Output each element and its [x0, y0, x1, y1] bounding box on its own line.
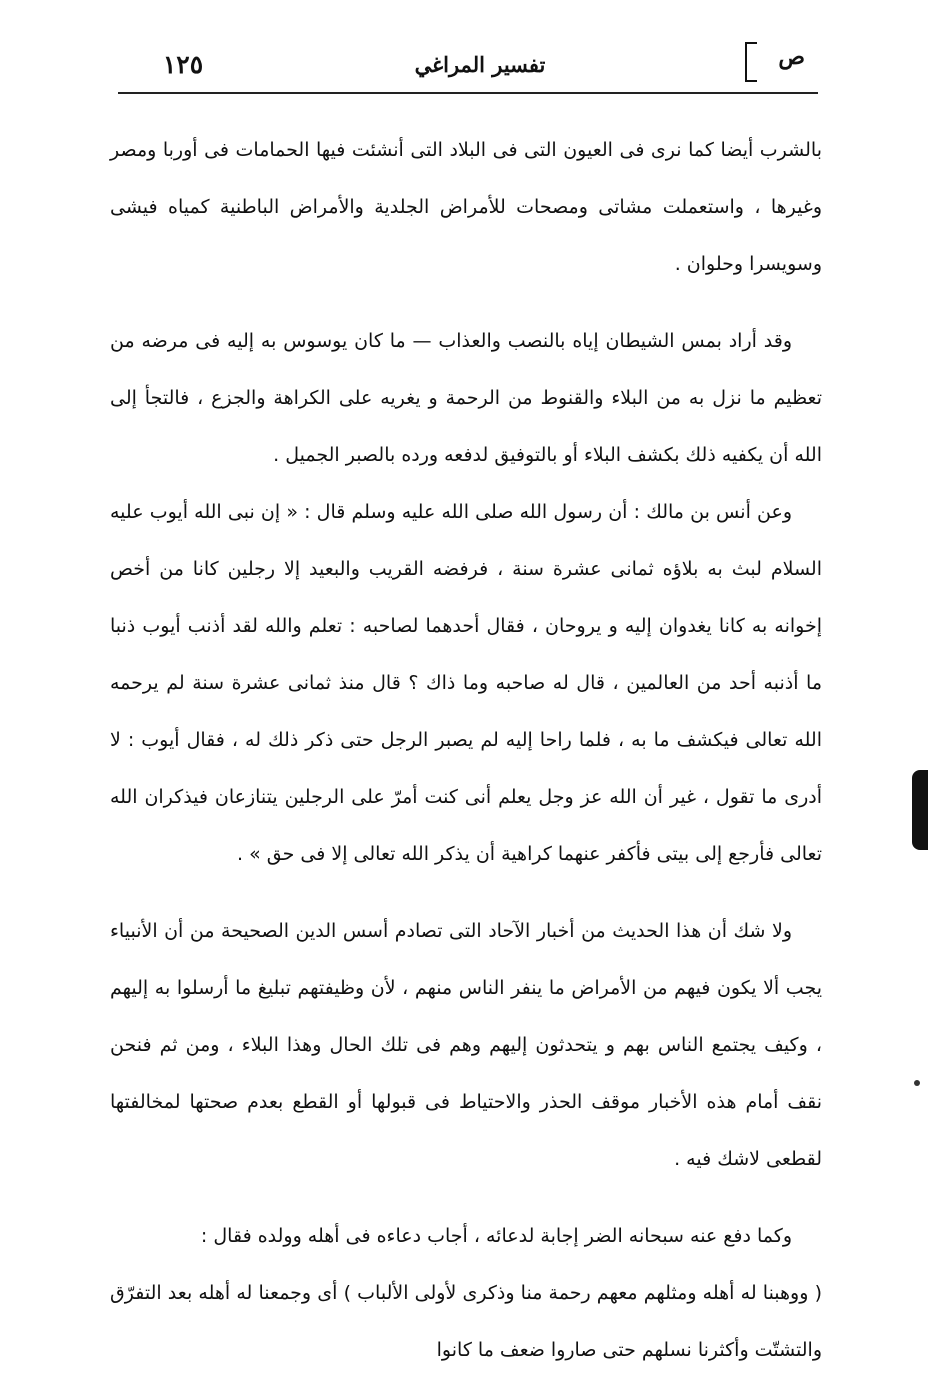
body-text	[110, 122, 822, 1379]
running-title: تفسير المراغي	[414, 52, 546, 77]
scan-smudge	[912, 770, 928, 850]
page-reference	[745, 42, 805, 78]
scan-dot	[914, 1080, 920, 1086]
page-header	[0, 44, 928, 90]
paragraph: بالشرب أيضا كما نرى فى العيون التى فى البلاد التى أنشئت فيها الحمامات فى أوربا ومصر وغيرها ، واستعملت مشاتى ومصحات للأمراض الجلدية والأمراض الباطنية كمياه فيشى وسويسرا وحلوان .	[110, 139, 822, 275]
paragraph: ( ووهبنا له أهله ومثلهم معهم رحمة منا وذكرى لأولى الألباب ) أى وجمعنا له أهله بعد التفرّق والتشتّت وأكثرنا نسلهم حتى صاروا ضعف ما كانوا	[110, 1282, 822, 1361]
header-divider	[118, 92, 818, 94]
paragraph: وقد أراد بمس الشيطان إياه بالنصب والعذاب — ما كان يوسوس به إليه فى مرضه من تعظيم ما نزل به من البلاء والقنوط من الرحمة و يغريه على الكراهة والجزع ، فالتجأ إلى الله أن يكفيه ذلك بكشف البلاء أو بالتوفيق لدفعه ورده بالصبر الجميل .	[110, 330, 822, 466]
paragraph: وعن أنس بن مالك : أن رسول الله صلى الله عليه وسلم قال : « إن نبى الله أيوب عليه السلام لبث به بلاؤه ثمانى عشرة سنة ، فرفضه القريب والبعيد إلا رجلين كانا من أخص إخوانه به كانا يغدوان إليه و يروحان ، فقال أحدهما لصاحبه : تعلم والله لقد أذنب أيوب ذنبا ما أذنبه أحد من العالمين ، قال له صاحبه وما ذاك ؟ قال منذ ثمانى عشرة سنة لم يرحمه الله تعالى فيكشف ما به ، فلما راحا إليه لم يصبر الرجل حتى ذكر ذلك له ، فقال أيوب : لا أدرى ما تقول ، غير أن الله عز وجل يعلم أنى كنت أمرّ على الرجلين يتنازعان فيذكران الله تعالى فأرجع إلى بيتى فأكفر عنهما كراهية أن يذكر الله تعالى إلا فى حق » .	[110, 501, 822, 865]
page-number: ١٢٥	[162, 50, 204, 79]
paragraph: ولا شك أن هذا الحديث من أخبار الآحاد التى تصادم أسس الدين الصحيحة من أن الأنبياء يجب ألا يكون فيهم من الأمراض ما ينفر الناس منهم ، لأن وظيفتهم تبليغ ما أرسلوا به إليهم ، وكيف يجتمع الناس بهم و يتحدثون إليهم وهم فى تلك الحال وهذا البلاء ، ومن ثم فنحن نقف أمام هذه الأخبار موقف الحذر والاحتياط فى قبولها أو القطع بعدم صحتها لمخالفتها لقطعى لاشك فيه .	[110, 920, 822, 1170]
page-reference-label: ص	[778, 44, 805, 70]
bracket-mark	[745, 42, 757, 82]
paragraph: وكما دفع عنه سبحانه الضر إجابة لدعائه ، أجاب دعاءه فى أهله وولده فقال :	[200, 1225, 792, 1247]
